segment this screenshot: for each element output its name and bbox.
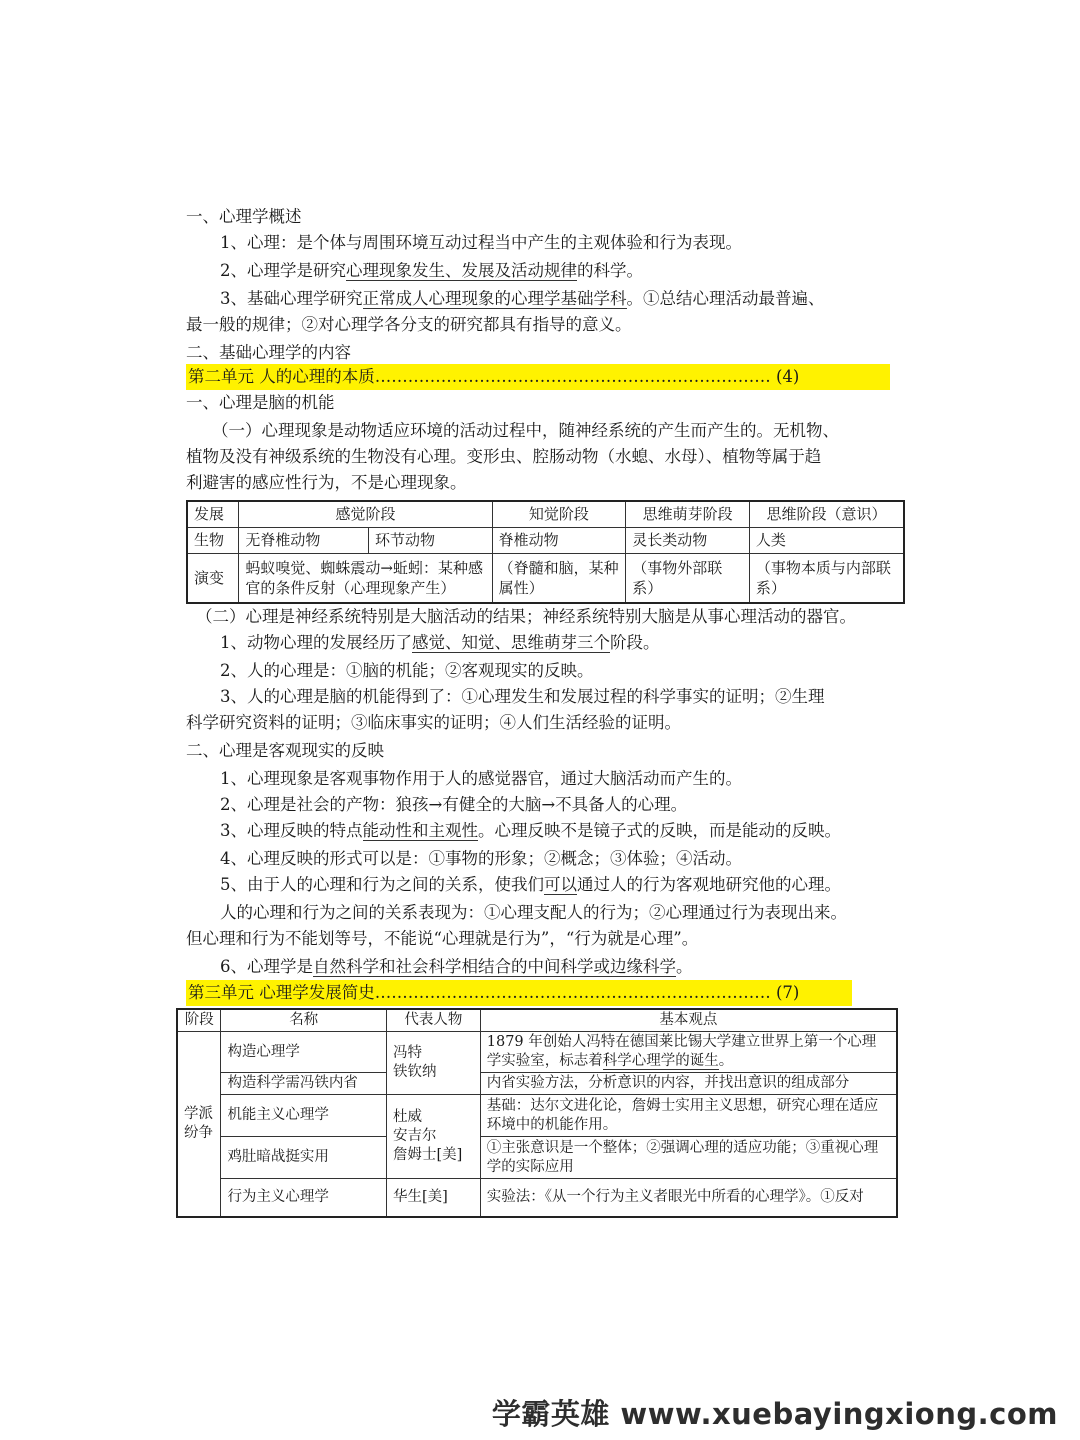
underlined-text: 正常成人心理现象的心理学基础学科: [362, 289, 627, 308]
table-row: 行为主义心理学 华生[美] 实验法：《从一个行为主义者眼光中所看的心理学》。①反对: [177, 1179, 897, 1217]
paragraph: 5、由于人的心理和行为之间的关系，使我们可以通过人的行为客观地研究他的心理。: [220, 875, 841, 894]
section-title: 二、心理是客观现实的反映: [186, 741, 384, 760]
unit-heading: 第三单元 心理学发展简史……………………………………………………………… (7): [186, 980, 852, 1006]
paragraph: 2、心理是社会的产物：狼孩→有健全的大脑→不具备人的心理。: [220, 795, 688, 814]
underlined-text: 科学心理学的诞生: [602, 1053, 719, 1069]
paragraph: 利避害的感应性行为，不是心理现象。: [186, 473, 467, 492]
paragraph: 最一般的规律；②对心理学各分支的研究都具有指导的意义。: [186, 315, 632, 334]
table-row: 学派纷争 构造心理学 冯特 铁钦纳 1879 年创始人冯特在德国莱比锡大学建立世界上第一个心理学实验室，标志着科学心理学的诞生。: [177, 1032, 897, 1073]
underlined-text: 能动性和主观性: [362, 821, 478, 840]
paragraph: 科学研究资料的证明；③临床事实的证明；④人们生活经验的证明。: [186, 713, 681, 732]
underlined-text: 可以: [544, 875, 577, 894]
section-title: 一、心理学概述: [186, 207, 302, 226]
paragraph: （一）心理现象是动物适应环境的活动过程中，随神经系统的产生而产生的。无机物、: [212, 421, 839, 440]
paragraph: 6、心理学是自然科学和社会科学相结合的中间科学或边缘科学。: [220, 957, 693, 976]
paragraph: 2、人的心理是：①脑的机能；②客观现实的反映。: [220, 661, 594, 680]
paragraph: 4、心理反映的形式可以是：①事物的形象；②概念；③体验；④活动。: [220, 849, 742, 868]
paragraph: 植物及没有神级系统的生物没有心理。变形虫、腔肠动物（水螅、水母）、植物等属于趋: [186, 447, 822, 466]
underlined-text: 心理现象发生、发展及活动规律: [346, 261, 577, 280]
paragraph: 但心理和行为不能划等号，不能说“心理就是行为”，“行为就是心理”。: [186, 929, 699, 948]
table-header-row: 阶段 名称 代表人物 基本观点: [177, 1009, 897, 1032]
paragraph: 3、基础心理学研究正常成人心理现象的心理学基础学科。①总结心理活动最普遍、: [220, 289, 825, 308]
table-row: 生物 无脊椎动物 环节动物 脊椎动物 灵长类动物 人类: [187, 527, 904, 553]
paragraph: 1、心理现象是客观事物作用于人的感觉器官，通过大脑活动而产生的。: [220, 769, 742, 788]
paragraph: 1、动物心理的发展经历了感觉、知觉、思维萌芽三个阶段。: [220, 633, 660, 652]
paragraph: 1、心理：是个体与周围环境互动过程当中产生的主观体验和行为表现。: [220, 233, 742, 252]
unit-heading: 第二单元 人的心理的本质……………………………………………………………… (4): [186, 364, 890, 390]
paragraph: 2、心理学是研究心理现象发生、发展及活动规律的科学。: [220, 261, 643, 280]
table-row: 演变 蚂蚁嗅觉、蜘蛛震动→蚯蚓：某种感官的条件反射（心理现象产生） （脊髓和脑，某种属性） （事物外部联系） （事物本质与内部联系）: [187, 553, 904, 603]
paragraph: 人的心理和行为之间的关系表现为：①心理支配人的行为；②心理通过行为表现出来。: [220, 903, 847, 922]
table-row: 发展 感觉阶段 知觉阶段 思维萌芽阶段 思维阶段（意识）: [187, 501, 904, 527]
paragraph: 3、人的心理是脑的机能得到了：①心理发生和发展过程的科学事实的证明；②生理: [220, 687, 825, 706]
table-row: 构造科学需冯铁内省 内省实验方法，分析意识的内容，并找出意识的组成部分: [177, 1073, 897, 1095]
table-row: 鸡肚暗战挺实用 ①主张意识是一个整体；②强调心理的适应功能；③重视心理学的实际应用: [177, 1137, 897, 1179]
section-title: 一、心理是脑的机能: [186, 393, 335, 412]
section-title: 二、基础心理学的内容: [186, 343, 351, 362]
site-watermark: 学霸英雄 www.xuebayingxiong.com: [491, 1397, 1058, 1431]
paragraph: 3、心理反映的特点能动性和主观性。心理反映不是镜子式的反映，而是能动的反映。: [220, 821, 841, 840]
evolution-table: [186, 500, 905, 604]
underlined-text: 自然科学和社会科学相结合的中间科学或边缘科学: [313, 957, 676, 976]
history-table: [176, 1008, 898, 1218]
table-row: 机能主义心理学 杜威 安吉尔 詹姆士[美] 基础：达尔文进化论，詹姆士实用主义思想，研究心理在适应环境中的机能作用。: [177, 1095, 897, 1137]
paragraph: （二）心理是神经系统特别是大脑活动的结果；神经系统特别大脑是从事心理活动的器官。: [196, 607, 856, 626]
underlined-text: 感觉、知觉、思维萌芽三个: [412, 633, 610, 652]
